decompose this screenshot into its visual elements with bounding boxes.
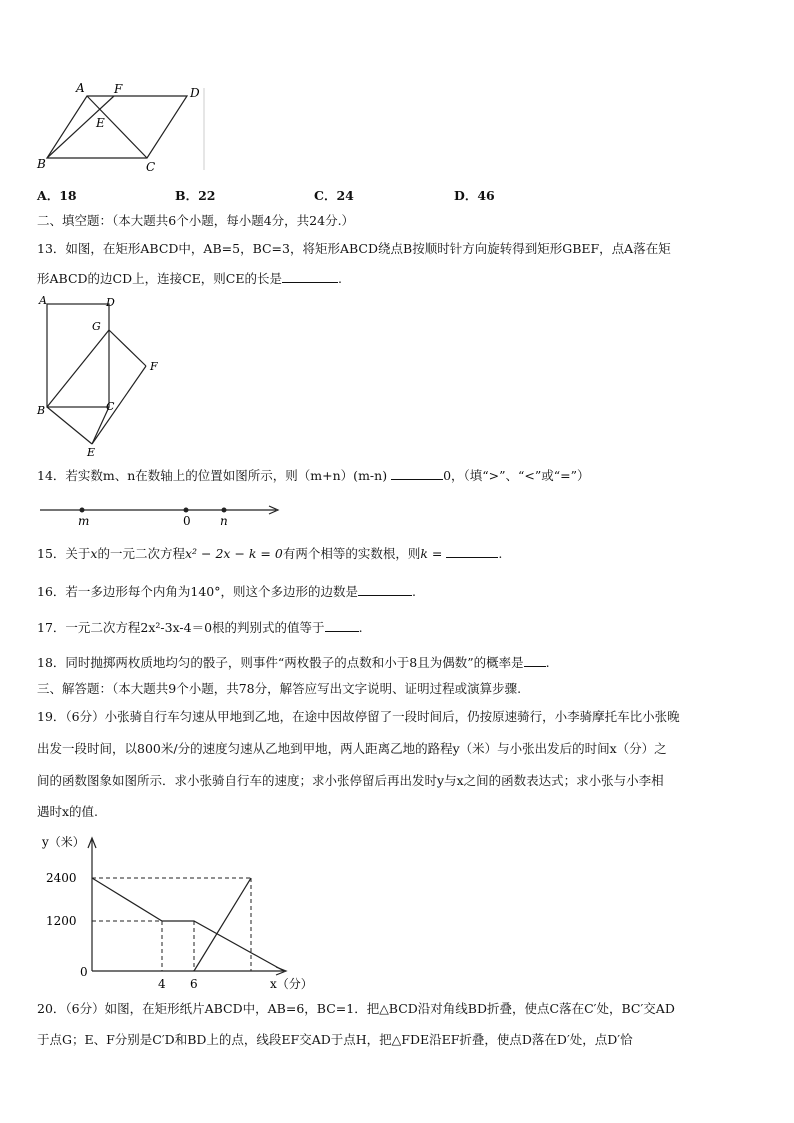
option-a: A．18	[37, 188, 77, 203]
label-A: A	[39, 294, 47, 307]
x-tick-0: 0	[80, 965, 88, 979]
function-graph	[34, 826, 334, 996]
label-F: F	[114, 82, 123, 96]
figure-parallelogram	[34, 80, 214, 175]
section-fill-in-heading: 二、填空题：（本大题共6个小题，每小题4分，共24分.）	[37, 213, 355, 228]
y-tick-1200: 1200	[46, 914, 77, 928]
label-B: B	[37, 404, 46, 417]
number-line	[38, 500, 288, 528]
section-answer-heading: 三、解答题：（本大题共9个小题，共78分，解答应写出文字说明、证明过程或演算步骤.	[37, 681, 522, 696]
question-19-line-1: 19．（6分）小张骑自行车匀速从甲地到乙地，在途中因故停留了一段时间后，仍按原速骑行，小李骑摩托车比小张晚	[37, 709, 680, 724]
label-E: E	[96, 116, 105, 130]
label-E: E	[87, 446, 96, 459]
answer-blank	[391, 467, 443, 480]
label-D: D	[190, 86, 200, 100]
x-axis-label: x（分）	[270, 977, 313, 991]
label-A: A	[76, 81, 85, 95]
question-16: 16．若一多边形每个内角为140°，则这个多边形的边数是 .	[37, 584, 416, 599]
figure-rectangles	[34, 294, 164, 464]
question-19-line-2: 出发一段时间，以800米/分的速度匀速从乙地到甲地，两人距离乙地的路程y（米）与小张出发后的时间x（分）之	[37, 741, 667, 756]
answer-blank	[325, 619, 359, 632]
question-18: 18．同时抛掷两枚质地均匀的骰子，则事件“两枚骰子的点数和小于8且为偶数”的概率是 .	[37, 655, 550, 670]
answer-blank	[524, 654, 546, 667]
label-m: m	[78, 514, 90, 528]
label-B: B	[37, 157, 46, 171]
question-19-line-3: 间的函数图象如图所示．求小张骑自行车的速度；求小张停留后再出发时y与x之间的函数表达式；求小张与小李相	[37, 773, 664, 788]
question-13-line-2: 形ABCD的边CD上，连接CE，则CE的长是 .	[37, 271, 342, 286]
question-14: 14．若实数m、n在数轴上的位置如图所示，则（m+n）(m-n) 0，（填“>”、“<”或“=”）	[37, 468, 590, 483]
label-C: C	[146, 160, 156, 174]
question-19-line-4: 遇时x的值.	[37, 804, 99, 819]
label-zero: 0	[183, 514, 191, 528]
x-tick-4: 4	[158, 977, 166, 991]
label-D: D	[106, 296, 115, 309]
answer-blank	[446, 545, 498, 558]
label-C: C	[106, 400, 115, 413]
y-axis-label: y（米）	[42, 835, 85, 849]
question-20-line-1: 20．（6分）如图，在矩形纸片ABCD中，AB=6，BC=1．把△BCD沿对角线BD折叠，使点C落在C′处，BC′交AD	[37, 1001, 675, 1016]
label-G: G	[92, 320, 101, 333]
answer-blank	[358, 583, 412, 596]
option-b: B．22	[175, 188, 216, 203]
option-c: C．24	[314, 188, 354, 203]
question-15: 15．关于x的一元二次方程x² − 2x − k = 0有两个相等的实数根，则k = .	[37, 546, 503, 561]
label-n: n	[220, 514, 228, 528]
option-d: D．46	[454, 188, 495, 203]
label-F: F	[150, 360, 158, 373]
question-17: 17．一元二次方程2x²-3x-4＝0根的判别式的值等于 .	[37, 620, 363, 635]
question-20-line-2: 于点G；E、F分别是C′D和BD上的点，线段EF交AD于点H，把△FDE沿EF折叠，使点D落在D′处，点D′恰	[37, 1032, 633, 1047]
y-tick-2400: 2400	[46, 871, 77, 885]
question-13-line-1: 13．如图，在矩形ABCD中，AB=5，BC=3，将矩形ABCD绕点B按顺时针方向旋转得到矩形GBEF，点A落在矩	[37, 241, 671, 256]
x-tick-6: 6	[190, 977, 198, 991]
answer-blank	[282, 270, 338, 283]
